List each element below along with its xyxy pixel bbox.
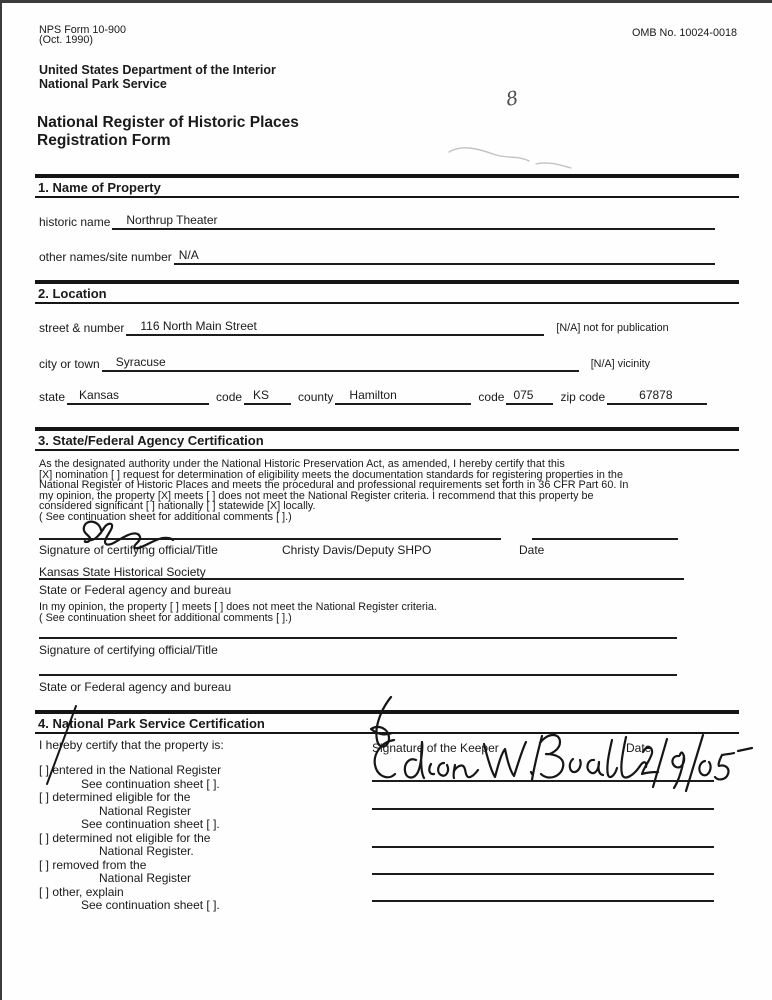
cert-line: ( See continuation sheet for additional comments [ ].) [39,510,292,523]
pencil-scribble [449,148,571,168]
city-row [39,355,719,372]
checkbox-removed: [ ] removed from the [39,857,147,872]
checkbox-sub-line: National Register [99,803,192,818]
certifying-official-name: Christy Davis/Deputy SHPO [282,543,432,557]
certifying-date-label: Date [519,543,545,557]
county-code-label: code [478,390,505,404]
form-title-line1: National Register of Historic Places [37,114,299,131]
street-field: 116 North Main Street [126,319,544,336]
keeper-blank-rule [372,808,714,810]
keeper-signature-rule [372,780,714,782]
certifying-signature-label: Signature of certifying official/Title [39,543,218,557]
section-4-header [35,710,739,734]
continuation-note: See continuation sheet [ ]. [81,898,220,912]
state-code-label: code [216,390,243,404]
certifying-signature-label-2: Signature of certifying official/Title [39,643,218,657]
street-label: street & number [39,321,125,335]
not-for-publication-note: [N/A] not for publication [556,322,669,334]
form-revision: (Oct. 1990) [39,34,94,46]
opinion-line: ( See continuation sheet for additional comments [ ].) [39,611,292,624]
section-1-header [35,174,739,198]
historic-name-label: historic name [39,215,111,229]
keeper-date-ink [642,735,752,791]
opinion-paragraph [39,602,739,623]
section-2-title: 2. Location [35,284,739,304]
checkbox-sub-line: National Register. [99,844,194,858]
zip-label: zip code [560,390,606,404]
keeper-signature-label: Signature of the Keeper [372,741,499,755]
checkbox-sub-line: National Register [99,871,192,885]
agency-line-rule-2 [39,674,677,676]
state-row [39,388,707,405]
continuation-note: See continuation sheet [ ]. [81,817,220,831]
cert-line: considered significant [ ] nationally [ ] statewide [X] locally. [39,500,316,512]
section-4-title: 4. National Park Service Certification [35,714,739,734]
city-field: Syracuse [102,355,579,372]
department-line: United States Department of the Interior [39,63,276,77]
handwritten-page-number: 8 [504,87,521,111]
opinion-line: In my opinion, the property [ ] meets [ ] does not meet the National Register criteria. [39,601,437,613]
keeper-blank-rule [372,846,714,848]
vicinity-note: [N/A] vicinity [590,358,651,370]
zip-field: 67878 [607,388,707,405]
keeper-blank-rule [372,873,714,875]
section-1-title: 1. Name of Property [35,178,739,198]
city-label: city or town [39,357,100,371]
county-code-field: 075 [506,388,553,405]
cert-line: my opinion, the property [X] meets [ ] does not meet the National Register criteria. I recommend that this property be [39,489,594,502]
checkbox-other: [ ] other, explain [39,884,124,899]
certifying-signature-line [39,538,501,540]
nps-certify-intro: I hereby certify that the property is: [39,738,224,752]
certifying-signature-line-2 [39,637,677,639]
state-code-field: KS [244,388,291,405]
agency-line: National Park Service [39,77,167,91]
other-names-row [39,248,715,265]
street-row [39,319,719,336]
omb-number: OMB No. 10024-0018 [631,27,737,39]
historic-name-row [39,213,715,230]
certifying-date-line [532,538,678,540]
other-names-label: other names/site number [39,250,172,264]
checkbox-determined-eligible: [ ] determined eligible for the [39,790,191,804]
agency-name-value: Kansas State Historical Society [39,565,206,579]
cert-line: As the designated authority under the National Historic Preservation Act, as amended, I hereby certify that this [39,458,565,470]
checkbox-determined-not-eligible: [ ] determined not eligible for the [39,830,211,845]
state-label: state [39,390,66,404]
nps-status-checklist [39,764,221,913]
county-label: county [298,390,334,404]
cert-line: National Register of Historic Places and meets the procedural and professional requirements set forth in 36 CFR Part 60. In [39,479,629,491]
section-2-header [35,280,739,304]
historic-name-field: Northrup Theater [112,213,715,230]
continuation-note: See continuation sheet [ ]. [81,776,220,791]
cert-line: [X] nomination [ ] request for determination of eligibility meets the documentation standards for registering properties in the [39,468,623,481]
section-3-title: 3. State/Federal Agency Certification [35,431,739,451]
state-field: Kansas [67,388,209,405]
other-names-field: N/A [174,248,715,265]
section-3-header [35,427,739,451]
county-field: Hamilton [335,388,471,405]
agency-caption-2: State or Federal agency and bureau [39,680,232,694]
keeper-date-label: Date [626,741,652,755]
keeper-blank-rule [372,900,714,902]
checkbox-entered: [ ] entered in the National Register [39,763,222,777]
form-number: NPS Form 10-900 [39,24,127,36]
agency-line-rule [39,578,684,580]
form-title-line2: Registration Form [37,132,171,149]
agency-caption: State or Federal agency and bureau [39,583,232,597]
certification-paragraph [39,459,739,522]
